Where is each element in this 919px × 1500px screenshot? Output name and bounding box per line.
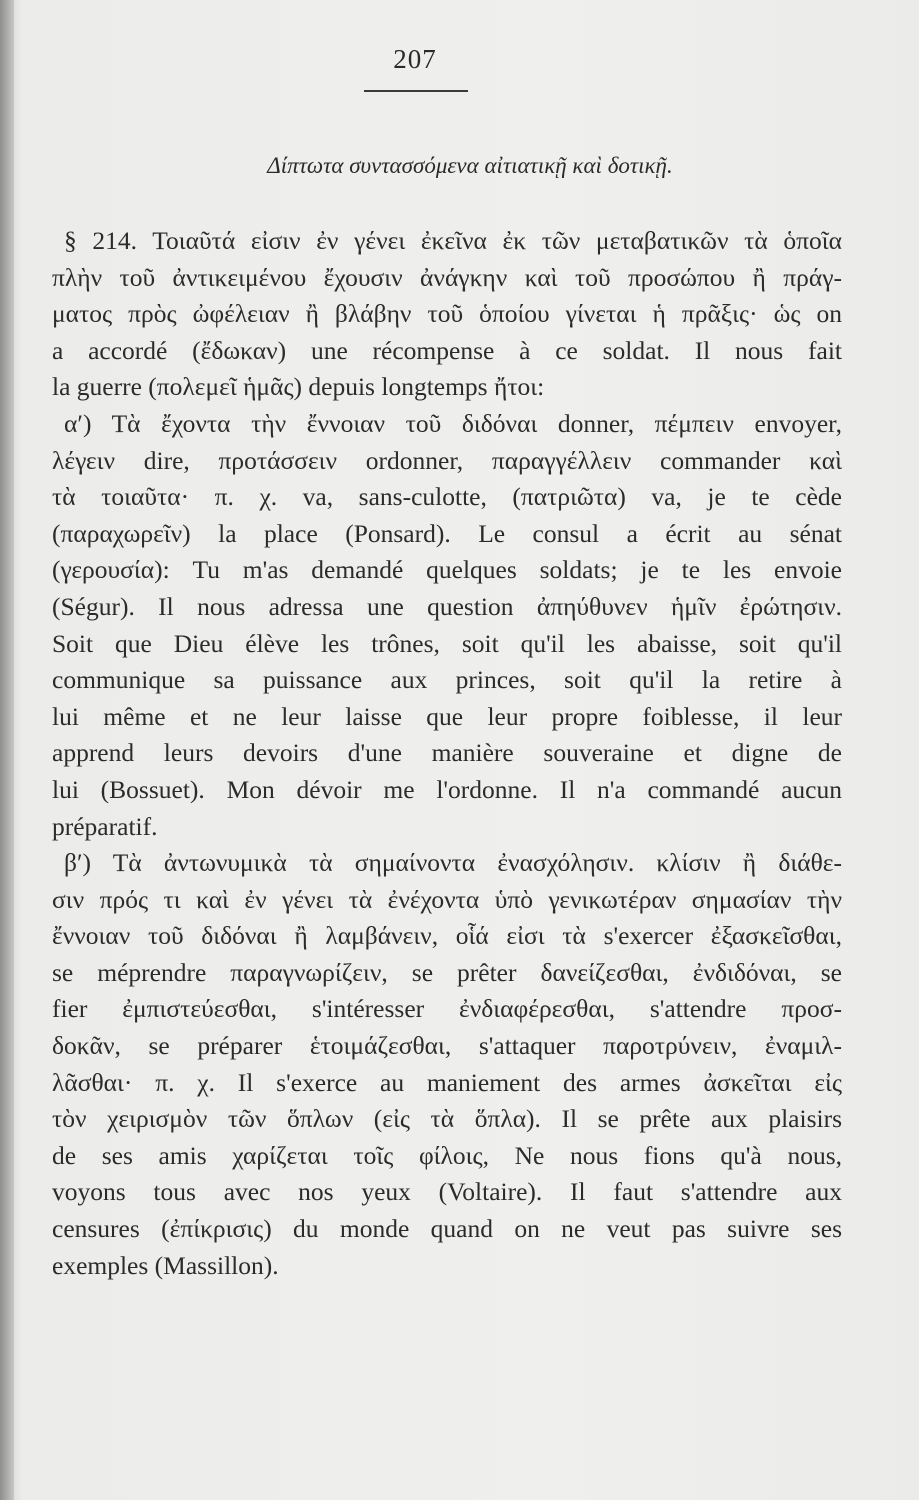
text-line: (παραχωρεῖν) la place (Ponsard). Le consul a écrit au sénat <box>52 518 842 548</box>
body-text <box>52 223 842 1284</box>
text-line: fier ἐμπιστεύεσθαι, s'intéresser ἐνδιαφέρεσθαι, s'attendre προσ- <box>52 994 842 1024</box>
text-line: ἔννοιαν τοῦ διδόναι ἢ λαμβάνειν, οἷά εἰσι τὰ s'exercer ἐξασκεῖσθαι, <box>52 921 842 951</box>
text-line: de ses amis χαρίζεται τοῖς φίλοις, Ne nous fions qu'à nous, <box>52 1140 842 1170</box>
text-line: δοκᾶν, se préparer ἑτοιμάζεσθαι, s'attaquer παροτρύνειν, ἐναμιλ- <box>52 1031 842 1061</box>
text-line: censures (ἐπίκρισις) du monde quand on ne veut pas suivre ses <box>52 1214 842 1244</box>
text-line: a accordé (ἔδωκαν) une récompense à ce soldat. Il nous fait <box>52 335 842 365</box>
text-line: (Ségur). Il nous adressa une question ἀπηύθυνεν ἡμῖν ἐρώτησιν. <box>52 591 842 621</box>
text-line: se méprendre παραγνωρίζειν, se prêter δανείζεσθαι, ἐνδιδόναι, se <box>52 957 842 987</box>
text-line: ματος πρὸς ὠφέλειαν ἢ βλάβην τοῦ ὁποίου γίνεται ἡ πρᾶξις· ὡς on <box>52 299 842 329</box>
text-line: τὸν χειρισμὸν τῶν ὅπλων (εἰς τὰ ὅπλα). Il se prête aux plaisirs <box>52 1104 842 1134</box>
text-line: la guerre (πολεμεῖ ἡμᾶς) depuis longtemps ἤτοι: <box>52 372 545 402</box>
section-heading: Δίπτωτα συντασσόμενα αἰτιατικῇ καὶ δοτικῇ. <box>267 153 673 178</box>
text-line: λέγειν dire, προτάσσειν ordonner, παραγγέλλειν commander καὶ <box>52 445 842 475</box>
text-line: voyons tous avec nos yeux (Voltaire). Il faut s'attendre aux <box>52 1177 842 1207</box>
text-line: α′) Τὰ ἔχοντα τὴν ἔννοιαν τοῦ διδόναι donner, πέμπειν envoyer, <box>64 408 842 438</box>
text-line: préparatif. <box>52 811 158 841</box>
text-line: communique sa puissance aux princes, soit qu'il la retire à <box>52 665 842 695</box>
text-line: § 214. Τοιαῦτά εἰσιν ἐν γένει ἐκεῖνα ἐκ τῶν μεταβατικῶν τὰ ὁποῖα <box>64 226 842 255</box>
spine-shadow <box>0 0 14 1500</box>
text-line: (γερουσία): Tu m'as demandé quelques soldats; je te les envoie <box>52 555 842 585</box>
text-line: apprend leurs devoirs d'une manière souveraine et digne de <box>52 738 842 768</box>
text-line: lui même et ne leur laisse que leur propre foiblesse, il leur <box>52 701 842 731</box>
text-line: Soit que Dieu élève les trônes, soit qu'il les abaisse, soit qu'il <box>52 628 842 658</box>
text-line: τὰ τοιαῦτα· π. χ. va, sans-culotte, (πατριῶτα) va, je te cède <box>52 482 842 512</box>
page-number-underline <box>364 90 468 92</box>
page-number: 207 <box>393 44 437 74</box>
text-line: exemples (Massillon). <box>52 1250 279 1280</box>
text-line: λᾶσθαι· π. χ. Il s'exerce au maniement des armes ἀσκεῖται εἰς <box>52 1067 842 1097</box>
text-line: σιν πρός τι καὶ ἐν γένει τὰ ἐνέχοντα ὑπὸ γενικωτέραν σημασίαν τὴν <box>52 884 842 914</box>
text-line: πλὴν τοῦ ἀντικειμένου ἔχουσιν ἀνάγκην καὶ τοῦ προσώπου ἢ πράγ- <box>52 262 842 292</box>
text-line: lui (Bossuet). Mon dévoir me l'ordonne. Il n'a commandé aucun <box>52 774 842 804</box>
text-line: β′) Τὰ ἀντωνυμικὰ τὰ σημαίνοντα ἐνασχόλησιν. κλίσιν ἢ διάθε- <box>64 848 842 878</box>
